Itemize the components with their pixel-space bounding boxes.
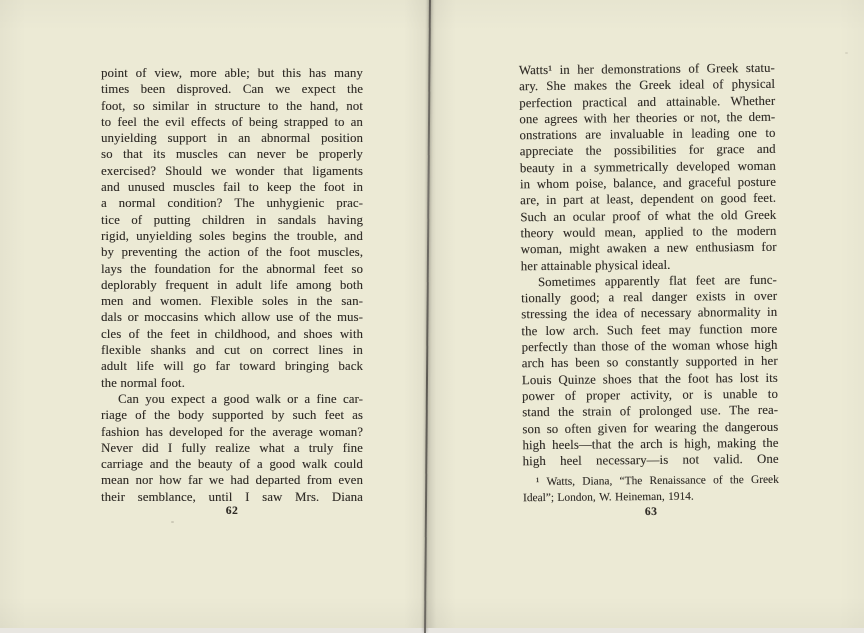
scan-speck <box>845 52 848 54</box>
text-line: by preventing the action of the foot muscles, <box>101 245 363 260</box>
text-line: perfectly than those of the woman whose high <box>521 337 778 355</box>
text-line: ary. She makes the Greek ideal of physical <box>518 77 776 94</box>
text-line: theory would mean, applied to the modern <box>520 223 777 241</box>
text-line: lays the foundation for the abnormal feet so <box>101 261 363 276</box>
text-line: her attainable physical ideal. <box>520 257 671 273</box>
text-line: Watts¹ in her demonstrations of Greek statu- <box>518 60 775 78</box>
text-line: beauty in a symmetrically developed woman <box>519 158 776 176</box>
text-line: rigid, unyielding soles begins the trouble, and <box>101 228 363 243</box>
text-line: times been disproved. Can we expect the <box>101 82 363 97</box>
text-line: Never did I fully realize what a truly fine <box>101 440 363 455</box>
text-line: Such an ocular proof of what the old Greek <box>520 207 777 224</box>
text-line: power of proper activity, or is unable to <box>521 386 778 404</box>
text-line: dals or moccasins which allow use of the mus- <box>101 310 363 325</box>
text-line: son so often given for wearing the dangerous <box>522 419 779 436</box>
text-line: appreciate the possibilities for grace and <box>519 142 776 159</box>
right-page-number: 63 <box>644 505 658 518</box>
text-line: in whom poise, balance, and graceful posture <box>519 174 777 192</box>
right-page <box>519 61 779 519</box>
text-line: Ideal”; London, W. Heineman, 1914. <box>522 490 694 504</box>
scan-speck <box>171 521 174 523</box>
footnote <box>523 474 779 507</box>
text-line: mean nor how far we had departed from even <box>101 473 363 488</box>
text-line: Louis Quinze shoes that the foot has lost its <box>521 370 778 387</box>
text-line: foot, so similar in structure to the hand, not <box>101 98 363 113</box>
text-line: riage of the body supported by such feet as <box>101 408 363 423</box>
right-page-text <box>519 61 779 471</box>
text-line: stand the strain of prolonged use. The rea- <box>522 403 779 420</box>
text-line: high heels—that the arch is high, making the <box>522 435 779 453</box>
text-line: the low arch. Such feet may function more <box>521 321 778 338</box>
text-line: fashion has developed for the average woman? <box>101 424 363 439</box>
text-line: unyielding support in an abnormal position <box>101 131 363 146</box>
text-line: men and women. Flexible soles in the san- <box>101 294 363 309</box>
book-gutter-line <box>424 0 431 633</box>
text-line: tionally good; a real danger exists in over <box>521 288 778 306</box>
text-line: the normal foot. <box>101 375 185 390</box>
text-line: cles of the feet in childhood, and shoes with <box>101 326 363 341</box>
text-line: tice of putting children in sandals having <box>101 212 363 227</box>
text-line: to feel the evil effects of being strapped to an <box>101 114 363 129</box>
text-line: are, in part at least, dependent on good feet. <box>520 191 777 208</box>
text-line: and unused muscles fail to keep the foot in <box>101 180 363 195</box>
text-line: their semblance, until I saw Mrs. Diana <box>101 489 363 504</box>
text-line: stressing the idea of necessary abnormality in <box>521 305 778 322</box>
text-line: onstrations are invaluable in leading one to <box>519 125 776 143</box>
text-line: Can you expect a good walk or a fine car- <box>118 391 363 406</box>
text-line: ¹ Watts, Diana, “The Renaissance of the Greek <box>535 474 779 489</box>
left-page <box>101 66 363 517</box>
text-line: so that its muscles can never be properly <box>101 147 363 162</box>
text-line: deplorably frequent in adult life among both <box>101 277 363 292</box>
text-line: point of view, more able; but this has many <box>101 66 363 80</box>
text-line: Sometimes apparently flat feet are func- <box>537 272 777 289</box>
text-line: perfection practical and attainable. Whether <box>519 93 776 110</box>
left-page-number: 62 <box>225 505 239 518</box>
text-line: carriage and the beauty of a good walk could <box>101 457 363 472</box>
text-line: exercised? Should we wonder that ligaments <box>101 163 363 178</box>
text-line: one agrees with her theories or not, the dem- <box>519 109 776 127</box>
text-line: a normal condition? The unhygienic prac- <box>101 196 363 211</box>
text-line: high heel necessary—is not valid. One <box>522 451 779 469</box>
left-page-text <box>101 66 363 506</box>
text-line: arch has been so constantly supported in her <box>521 354 778 371</box>
text-line: flexible shanks and cut on correct lines in <box>101 343 363 358</box>
text-line: woman, might awaken a new enthusiasm for <box>520 240 777 257</box>
text-line: adult life will go far toward bringing back <box>101 359 363 374</box>
